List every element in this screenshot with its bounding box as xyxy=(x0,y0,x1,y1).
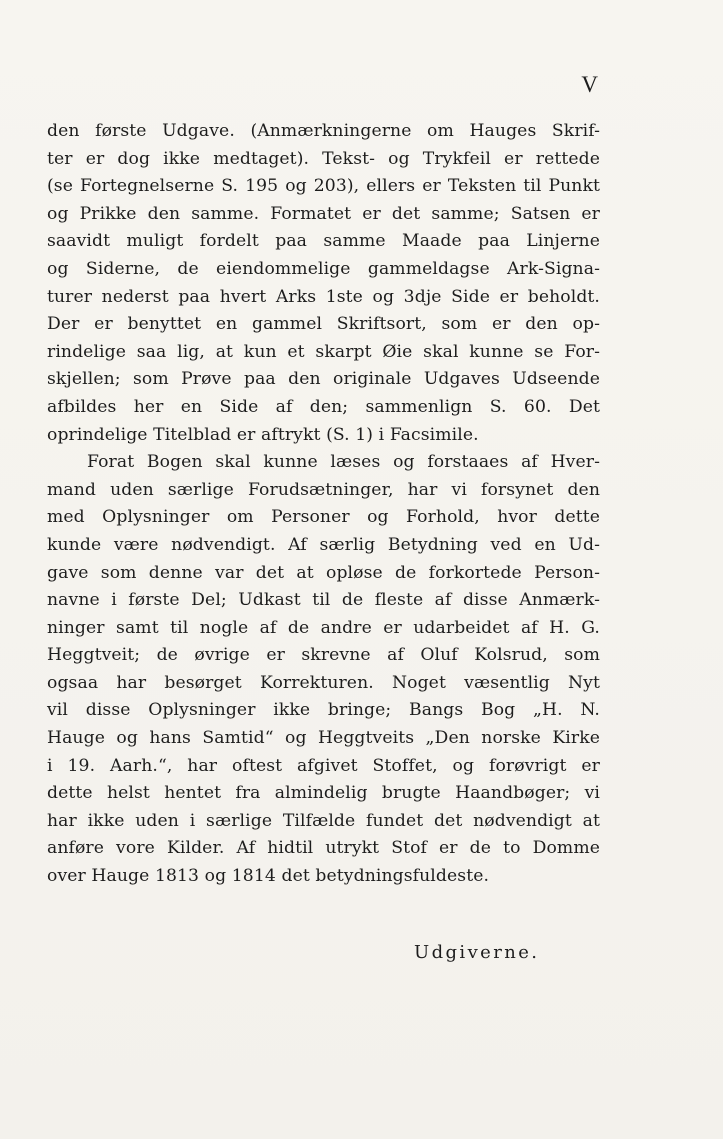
text-line: Forat Bogen skal kunne læses og forstaaes af Hver- xyxy=(87,452,600,473)
page-number: V xyxy=(581,72,599,97)
text-line: oprindelige Titelblad er aftrykt (S. 1) i Facsimile. xyxy=(47,424,479,445)
text-line: (se Fortegnelserne S. 195 og 203), ellers er Teksten til Punkt xyxy=(47,176,600,197)
body-text xyxy=(47,118,600,891)
text-line: med Oplysninger om Personer og Forhold, hvor dette xyxy=(47,507,600,528)
text-line: kunde være nødvendigt. Af særlig Betydning ved en Ud- xyxy=(47,534,600,555)
text-line: saavidt muligt fordelt paa samme Maade paa Linjerne xyxy=(47,231,600,252)
text-line: og Prikke den samme. Formatet er det samme; Satsen er xyxy=(47,203,600,224)
text-line: Hauge og hans Samtid“ og Heggtveits „Den norske Kirke xyxy=(47,728,600,749)
text-line: Heggtveit; de øvrige er skrevne af Oluf Kolsrud, som xyxy=(47,645,600,666)
text-line: ogsaa har besørget Korrekturen. Noget væsentlig Nyt xyxy=(47,672,600,693)
signature: Udgiverne. xyxy=(414,942,540,963)
text-line: ninger samt til nogle af de andre er udarbeidet af H. G. xyxy=(47,617,600,638)
text-line: den første Udgave. (Anmærkningerne om Hauges Skrif- xyxy=(47,121,600,141)
text-line: Der er benyttet en gammel Skriftsort, som er den op- xyxy=(47,314,600,335)
text-line: anføre vore Kilder. Af hidtil utrykt Stof er de to Domme xyxy=(47,838,600,859)
text-line: ter er dog ikke medtaget). Tekst- og Trykfeil er rettede xyxy=(47,148,600,169)
text-line: gave som denne var det at opløse de forkortede Person- xyxy=(47,562,600,583)
text-line: og Siderne, de eiendommelige gammeldagse Ark-Signa- xyxy=(47,258,600,279)
text-line: dette helst hentet fra almindelig brugte Haandbøger; vi xyxy=(47,783,600,804)
text-line: over Hauge 1813 og 1814 det betydningsfuldeste. xyxy=(47,866,490,887)
text-line: afbildes her en Side af den; sammenlign S. 60. Det xyxy=(47,396,600,417)
text-line: har ikke uden i særlige Tilfælde fundet det nødvendigt at xyxy=(47,810,600,831)
text-line: skjellen; som Prøve paa den originale Udgaves Udseende xyxy=(47,369,600,390)
text-line: turer nederst paa hvert Arks 1ste og 3dje Side er beholdt. xyxy=(47,286,600,307)
text-line: navne i første Del; Udkast til de fleste af disse Anmærk- xyxy=(47,590,600,611)
text-line: mand uden særlige Forudsætninger, har vi forsynet den xyxy=(47,479,600,500)
text-line: vil disse Oplysninger ikke bringe; Bangs Bog „H. N. xyxy=(47,700,600,721)
text-line: rindelige saa lig, at kun et skarpt Øie skal kunne se For- xyxy=(47,341,600,362)
text-line: i 19. Aarh.“, har oftest afgivet Stoffet, og forøvrigt er xyxy=(47,755,600,776)
